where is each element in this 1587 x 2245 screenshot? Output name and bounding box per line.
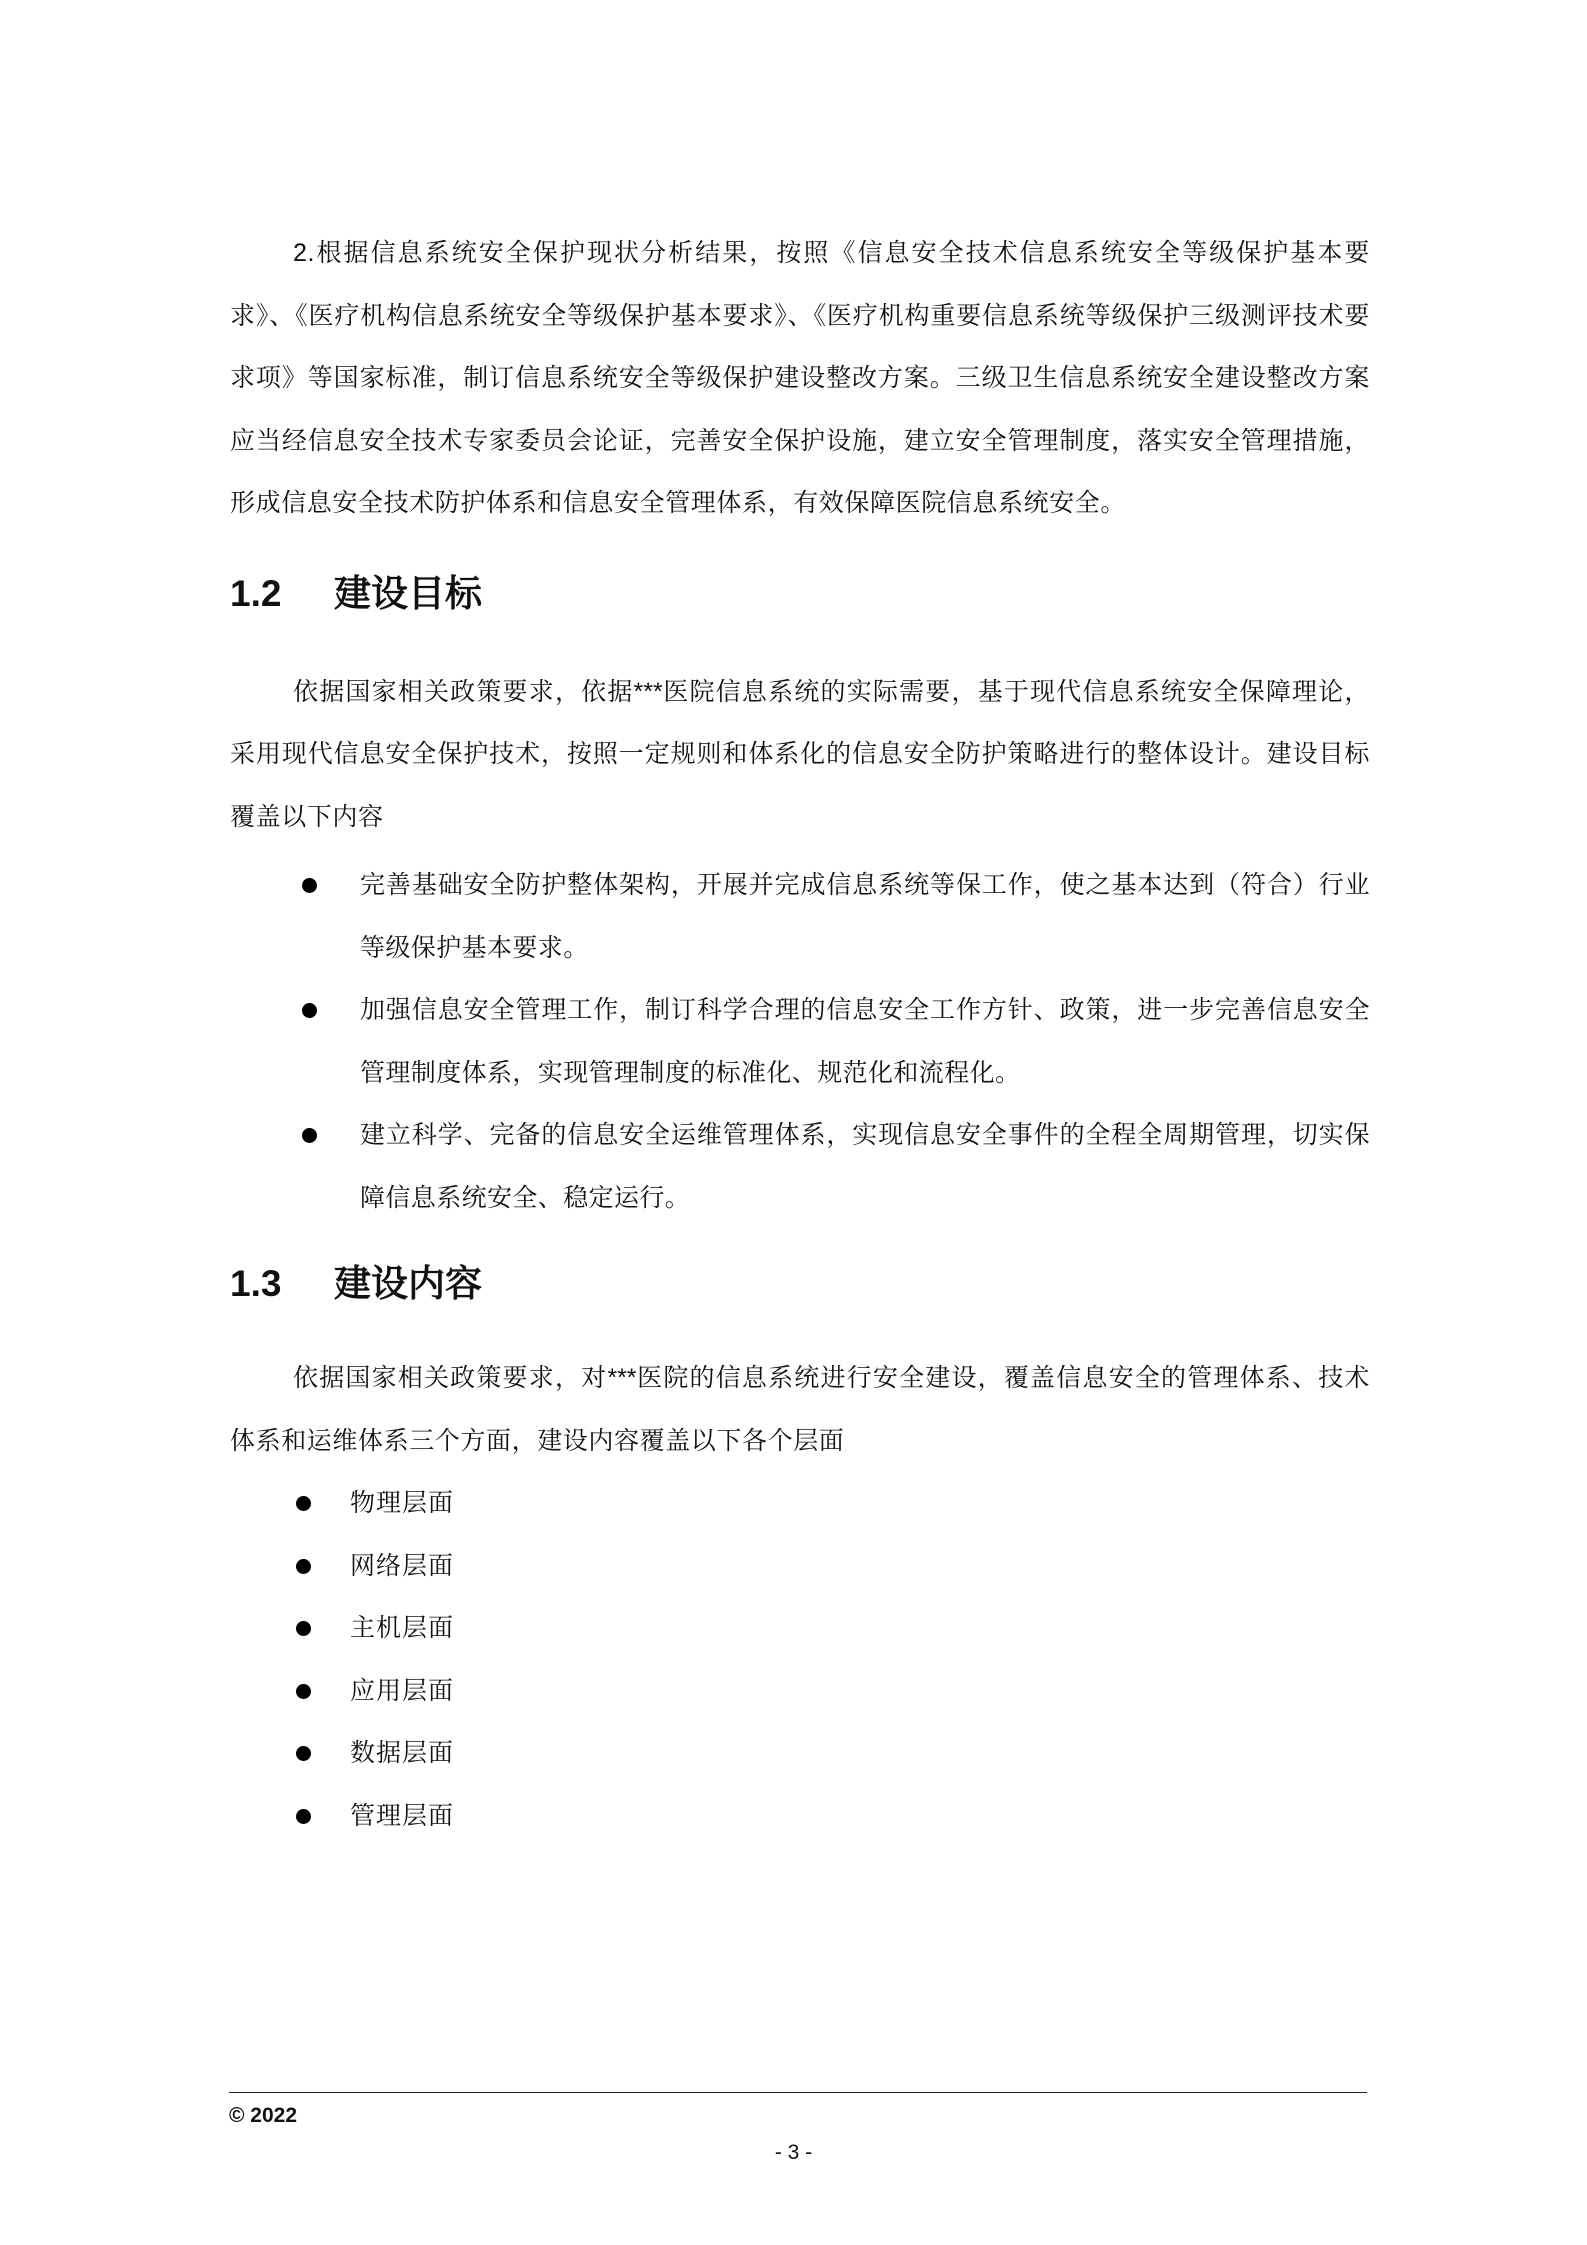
redacted-name: *** [633, 677, 663, 706]
section-number: 1.3 [230, 1263, 282, 1304]
list-item-text: 完善基础安全防护整体架构，开展并完成信息系统等保工作，使之基本达到（符合）行业等级保护基本要求。 [360, 870, 1370, 962]
paragraph-text: 医院的信息系统进行安全建设，覆盖信息安全的管理体系、技术体系和运维体系三个方面，建设内容覆盖以下各个层面 [230, 1363, 1370, 1455]
list-item [230, 1597, 1370, 1660]
list-item [230, 1785, 1370, 1848]
list-item [230, 1722, 1370, 1785]
footer-divider [229, 2092, 1367, 2093]
list-item [230, 854, 1370, 979]
bullet-icon [296, 1684, 311, 1699]
list-item [230, 1472, 1370, 1535]
section-heading-1-2 [230, 569, 1370, 619]
goals-list [230, 854, 1370, 1229]
page-body [230, 222, 1370, 1847]
intro-lead-number: 2. [293, 239, 316, 267]
list-item-text: 网络层面 [350, 1550, 455, 1580]
bullet-icon [296, 1496, 311, 1511]
section-heading-1-3 [230, 1259, 1370, 1309]
list-item-text: 加强信息安全管理工作，制订科学合理的信息安全工作方针、政策，进一步完善信息安全管理制度体系，实现管理制度的标准化、规范化和流程化。 [360, 995, 1370, 1087]
list-item [230, 1104, 1370, 1229]
section-number: 1.2 [230, 572, 282, 614]
list-item-text: 主机层面 [350, 1613, 455, 1642]
list-item [230, 979, 1370, 1104]
list-item-text: 应用层面 [350, 1675, 455, 1705]
list-item-text: 建立科学、完备的信息安全运维管理体系，实现信息安全事件的全程全周期管理，切实保障信息系统安全、稳定运行。 [360, 1120, 1370, 1212]
intro-paragraph-text: 根据信息系统安全保护现状分析结果，按照《信息安全技术信息系统安全等级保护基本要求》、《医疗机构信息系统安全等级保护基本要求》、《医疗机构重要信息系统等级保护三级测评技术要求项》等国家标准，制订信息系统安全等级保护建设整改方案。三级卫生信息系统安全建设整改方案应当经信息安全技术专家委员会论证，完善安全保护设施，建立安全管理制度，落实安全管理措施，形成信息安全技术防护体系和信息安全管理体系，有效保障医院信息系统安全。 [230, 238, 1370, 517]
intro-paragraph [230, 222, 1370, 535]
list-item-text: 物理层面 [350, 1488, 455, 1517]
list-item [230, 1660, 1370, 1723]
section-title: 建设目标 [334, 572, 482, 614]
redacted-name: *** [607, 1364, 637, 1392]
paragraph-text: 依据国家相关政策要求，依据 [293, 676, 634, 706]
bullet-icon [296, 1809, 311, 1824]
content-intro-paragraph [230, 1347, 1370, 1472]
footer-copyright: © 2022 [229, 2104, 298, 2127]
bullet-icon [296, 1559, 311, 1574]
bullet-icon [302, 878, 317, 893]
goals-intro-paragraph [230, 661, 1370, 849]
paragraph-text: 依据国家相关政策要求，对 [293, 1363, 608, 1392]
bullet-icon [302, 1128, 317, 1143]
section-title: 建设内容 [334, 1263, 482, 1304]
bullet-icon [296, 1621, 311, 1636]
list-item [230, 1535, 1370, 1598]
list-item-text: 管理层面 [350, 1800, 455, 1830]
layers-list [230, 1472, 1370, 1847]
list-item-text: 数据层面 [350, 1738, 455, 1767]
bullet-icon [296, 1746, 311, 1761]
page-number: - 3 - [774, 2141, 813, 2164]
paragraph-text: 医院信息系统的实际需要，基于现代信息系统安全保障理论，采用现代信息安全保护技术，按照一定规则和体系化的信息安全防护策略进行的整体设计。建设目标覆盖以下内容 [230, 676, 1370, 831]
bullet-icon [302, 1003, 317, 1018]
